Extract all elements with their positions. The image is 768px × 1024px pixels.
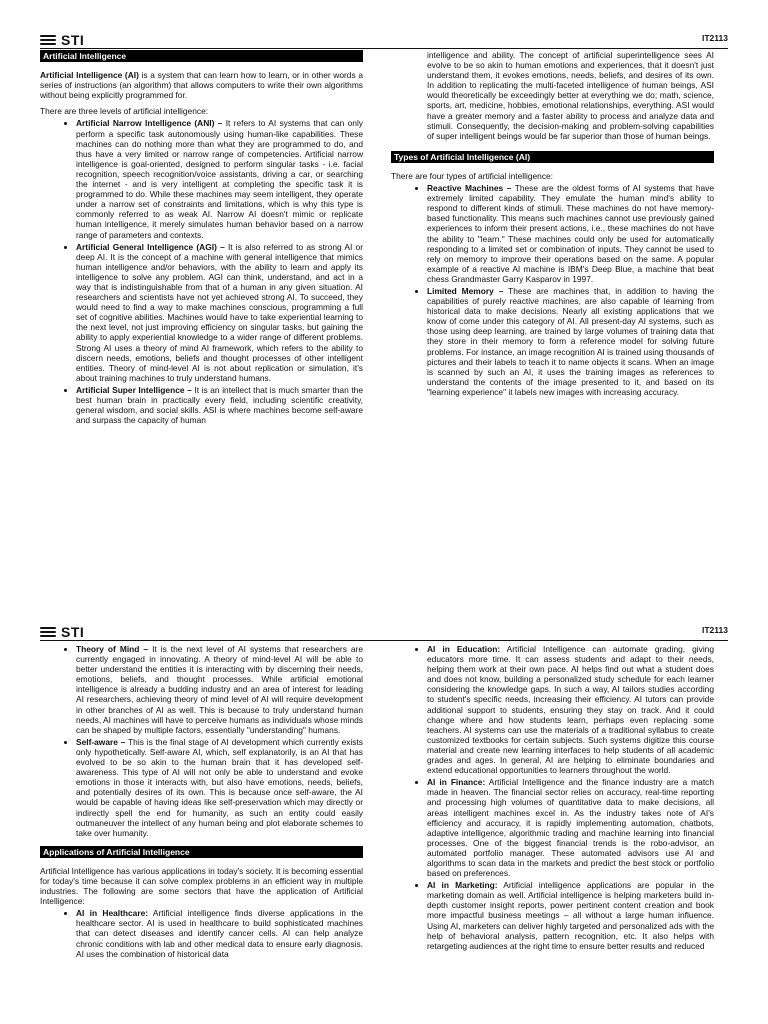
section-heading-types: Types of Artificial Intelligence (AI) (391, 151, 714, 163)
left-column (40, 50, 363, 427)
right-column (391, 644, 714, 953)
list-item: • Theory of Mind – It is the next level of AI systems that researchers are currently engaged in innovating. A theory of mind-level AI will be able to better understand the entities it is interacting with by discerning their needs, emotions, beliefs, and thought processes. While artificial emotional intelligence is already a budding industry and an area of interest for leading AI researchers, achieving theory of mind level of AI will require development in other branches of AI as well. This is because to truly understand human needs, AI machines will have to perceive humans as individuals whose minds can be shaped by multiple factors, essentially "understanding" humans. (76, 644, 363, 735)
page-2 (0, 512, 768, 1024)
course-code: IT2113 (702, 625, 728, 635)
levels-intro: There are three levels of artificial intelligence: (40, 106, 209, 117)
list-item: • Artificial Super Intelligence – It is an intellect that is much smarter than the best human brain in practically every field, including scientific creativity, general wisdom, and social skills. ASI is where machines become self-aware and surpass the capacity of human (76, 385, 363, 425)
list-item: • Artificial Narrow Intelligence (ANI) – It refers to AI systems that can only perform a specific task autonomously using human-like capabilities. These machines can do nothing more than what they are programmed to do, and thus have a very limited or narrow range of competencies. Artificial narrow intelligence is goal-oriented, designed to perform singular tasks - i.e. facial recognition, speech recognition/voice assistants, driving a car, or searching the internet - and is very intelligent at completing the specific task it is programmed to do. While these machines may seem intelligent, they operate under a narrow set of constraints and limitations, which is why this type is commonly referred to as weak AI. Narrow AI doesn't mimic or replicate human intelligence, it merely simulates human behavior based on a narrow range of parameters and contexts. (76, 118, 363, 239)
list-item: • Self-aware – This is the final stage of AI development which currently exists only hypothetically. Self-aware AI, which, self explanatorily, is an AI that has evolved to be so akin to the human brain that it has developed self-awareness. This type of AI will not only be able to understand and evoke emotions in those it interacts with, but also have emotions, needs, beliefs, and potentially desires of its own. This is because once self-aware, the AI would be capable of having ideas like self-preservation which may directly or indirectly spell the end for humanity, as such an entity could easily outmaneuver the intellect of any human being and plot elaborate schemes to take over humanity. (76, 737, 363, 838)
left-column (40, 644, 363, 961)
course-code: IT2113 (702, 33, 728, 43)
sti-logo-icon (40, 33, 58, 47)
header-rule (40, 48, 728, 49)
list-item: • AI in Healthcare: Artificial intelligence finds diverse applications in the healthcare sector. AI is used in healthcare to build sophisticated machines that can detect diseases and identify cancer cells. AI can help analyze chronic conditions with lab and other medical data to ensure early diagnosis. AI uses the combination of historical data (76, 908, 363, 958)
sti-logo: STI (40, 624, 84, 640)
page-header (40, 30, 728, 48)
applications-list-right (391, 644, 714, 951)
list-item: • AI in Finance: Artificial Intelligence and the finance industry are a match made in heaven. The financial sector relies on accuracy, real-time reporting and processing high volumes of quantitative data to make decisions, all areas intelligent machines excel in. As the industry takes note of AI's efficiency and accuracy, it is rapidly implementing automation, chatbots, adaptive intelligence, algorithmic trading and machine learning into financial processes. One of the biggest financial trends is the robo-advisor, an automated portfolio manager. These automated advisors use AI and algorithms to scan data in the markets and predict the best stock or portfolio based on preferences. (427, 777, 714, 878)
asi-continued: intelligence and ability. The concept of artificial superintelligence sees AI evolve to be so akin to human emotions and experiences, that it doesn't just understand them, it evokes emotions, needs, beliefs, and desires of its own. In addition to replicating the multi-faceted intelligence of human beings, ASI would theoretically be exceedingly better at everything we do; math, science, sports, art, medicine, hobbies, emotional relationships, everything. ASI would have a greater memory and a faster ability to process and analyze data and stimuli. Consequently, the decision-making and problem-solving capabilities of super intelligent beings would be far superior than those of human beings. (427, 50, 714, 141)
header-rule (40, 640, 728, 641)
sti-logo: STI (40, 32, 84, 48)
list-item: • Reactive Machines – These are the oldest forms of AI systems that have extremely limited capability. They emulate the human mind's ability to respond to different kinds of stimuli. These machines do not have memory-based functionality. This means such machines cannot use previously gained experiences to inform their present actions, i.e., these machines do not have the ability to "learn." These machines could only be used for automatically responding to a limited set or combination of inputs. They cannot be used to rely on memory to improve their operations based on the same. A popular example of a reactive AI machine is IBM's Deep Blue, a machine that beat chess Grandmaster Garry Kasparov in 1997. (427, 183, 714, 284)
intro-paragraph: Artificial Intelligence (AI) is a system that can learn how to learn, or in other words a series of instructions (an algorithm) that allows computers to write their own algorithms without being explicitly programmed for. (40, 70, 363, 101)
applications-list-left (40, 908, 363, 958)
page-header (40, 622, 728, 640)
sti-logo-icon (40, 625, 58, 639)
right-column (391, 50, 714, 399)
list-item: • Artificial General Intelligence (AGI) – It is also referred to as strong AI or deep AI. It is the concept of a machine with general intelligence that mimics human intelligence and/or behaviors, with the ability to learn and apply its intelligence to solve any problem. AGI can think, understand, and act in a way that is indistinguishable from that of a human in any given situation. AI researchers and scientists have not yet achieved strong AI. To succeed, they would need to find a way to make machines conscious, programming a full set of cognitive abilities. Machines would have to take experiential learning to the next level, not just improving efficiency on singular tasks, but gaining the ability to apply experiential knowledge to a wider range of different problems. Strong AI uses a theory of mind AI framework, which refers to the ability to discern needs, emotions, beliefs and thought processes of other intelligent entities. Theory of mind-level AI is not about replication or simulation, it's about training machines to truly understand humans. (76, 242, 363, 383)
types-list (391, 183, 714, 397)
list-item: • AI in Education: Artificial Intelligence can automate grading, giving educators more time. It can assess students and adapt to their needs, helping them work at their own pace. AI helps find out what a student does and does not know, building a personalized study schedule for each learner considering the knowledge gaps. In such a way, AI tailors studies according to student's specific needs, increasing their efficiency. AI tutors can provide additional support to students, ensuring they stay on track. And it could change where and how students learn, perhaps even replacing some teachers. AI systems can use the materials of a traditional syllabus to create customized textbooks for certain subjects. Such systems digitize this course material and create new learning interfaces to help students of all academic grades and ages. In general, AI are helping to eliminate boundaries and extend educational opportunities to learners throughout the world. (427, 644, 714, 775)
types-intro: There are four types of artificial intelligence: (391, 170, 553, 181)
section-heading-applications: Applications of Artificial Intelligence (40, 846, 363, 858)
list-item: • Limited Memory – These are machines that, in addition to having the capabilities of purely reactive machines, are also capable of learning from historical data to make decisions. Nearly all existing applications that we know of come under this category of AI. All present-day AI systems, such as those using deep learning, are trained by large volumes of training data that they store in their memory to form a reference model for solving future problems. For instance, an image recognition AI is trained using thousands of pictures and their labels to teach it to name objects it scans. When an image is scanned by such an AI, it uses the training images as references to understand the contents of the image presented to it, and based on its "learning experience" it labels new images with increasing accuracy. (427, 286, 714, 397)
section-heading-ai: Artificial Intelligence (40, 50, 363, 62)
list-item: • AI in Marketing: Artificial intelligence applications are popular in the marketing domain as well. Artificial intelligence is helping marketers build in-depth customer insight reports, power pertinent content creation and book more impactful business meetings – all without a large human influence. Using AI, marketers can deliver highly targeted and personalized ads with the help of behavioral analysis, pattern recognition, etc. It also helps with retargeting audiences at the right time to ensure better results and reduced (427, 880, 714, 951)
levels-list (40, 118, 363, 425)
types-list-continued (40, 644, 363, 838)
applications-intro: Artificial Intelligence has various applications in today's society. It is becoming essential for today's time because it can solve complex problems in an efficient way in multiple industries. The following are some sectors that have the application of Artificial Intelligence: (40, 865, 363, 907)
